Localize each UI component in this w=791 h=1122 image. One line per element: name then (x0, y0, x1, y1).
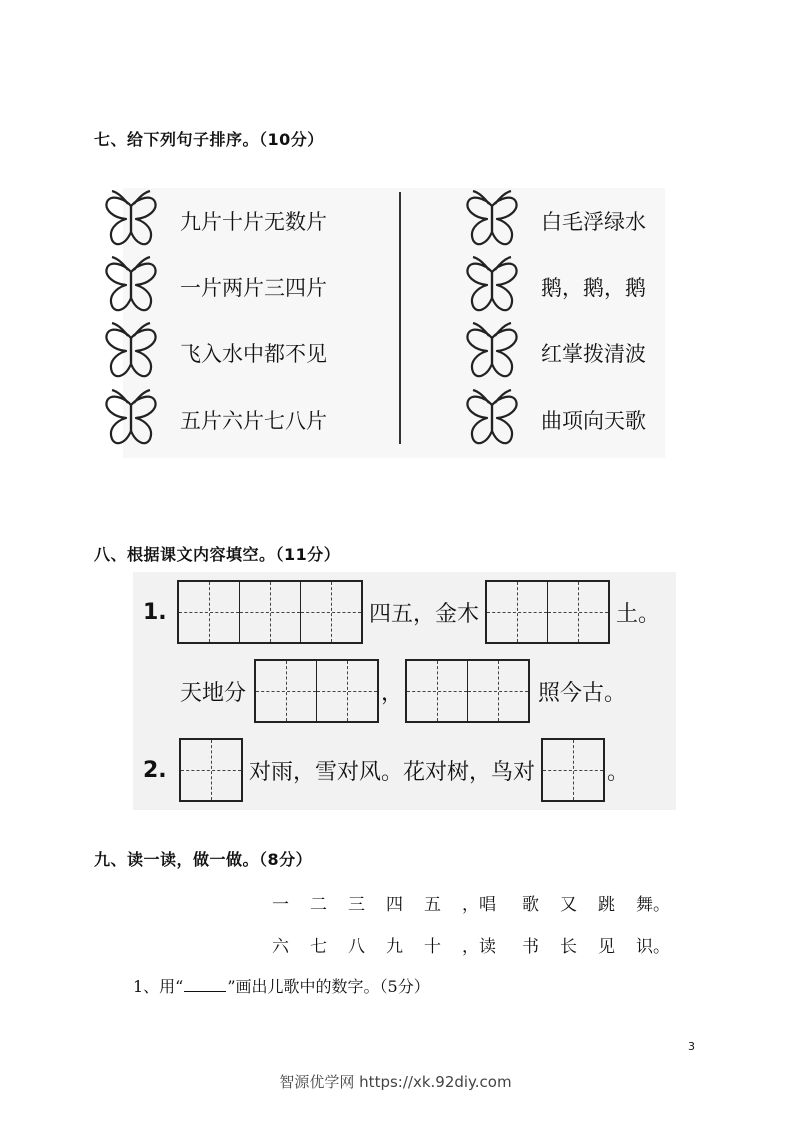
fill-text: 。 (607, 759, 630, 785)
poem-word[interactable]: 舞。 (636, 895, 670, 915)
poem-line-1 (272, 890, 684, 915)
poem-word[interactable]: 五 (424, 895, 441, 915)
poem-word[interactable]: ，唱 (462, 895, 496, 915)
fill-text: 照今古。 (538, 680, 627, 706)
poem-line-2 (272, 932, 684, 957)
question-1-prefix: 1、用“ (133, 977, 184, 996)
butterfly-icon[interactable] (104, 322, 158, 384)
fill-text: 四五，金木 (369, 601, 480, 627)
poem-word[interactable]: 长 (560, 937, 577, 957)
writing-grid[interactable] (179, 738, 243, 802)
fill-text: 土。 (616, 601, 661, 627)
writing-grid[interactable] (485, 580, 610, 644)
question-1 (133, 974, 430, 997)
fill-text: 天地分 (180, 680, 247, 706)
poem-word[interactable]: 九 (386, 937, 403, 957)
fill-text: 对雨，雪对风。花对树，鸟对 (249, 759, 536, 785)
poem-word[interactable]: 见 (598, 937, 615, 957)
poem-word[interactable]: 跳 (598, 895, 615, 915)
poem-word[interactable]: 二 (310, 895, 327, 915)
sentence-item (104, 390, 327, 450)
sentence-item (104, 191, 327, 251)
item-number: 2. (143, 757, 167, 783)
poem-word[interactable]: 一 (272, 895, 289, 915)
butterfly-icon[interactable] (104, 190, 158, 252)
poem-word[interactable]: 三 (348, 895, 365, 915)
sentence-text: 五片六片七八片 (180, 409, 327, 433)
poem-word[interactable]: 七 (310, 937, 327, 957)
poem-word[interactable]: 歌 (522, 895, 539, 915)
sentence-item (104, 257, 327, 317)
butterfly-icon[interactable] (465, 256, 519, 318)
underline-blank (184, 979, 226, 992)
sentence-text: 一片两片三四片 (180, 276, 327, 300)
poem-word[interactable]: ，读 (462, 937, 496, 957)
poem-word[interactable]: 又 (560, 895, 577, 915)
fill-line-2 (180, 659, 626, 723)
column-divider (399, 192, 401, 444)
poem-word[interactable]: 四 (386, 895, 403, 915)
butterfly-icon[interactable] (465, 322, 519, 384)
writing-grid[interactable] (254, 659, 379, 723)
item-number: 1. (143, 599, 167, 625)
poem-word[interactable]: 书 (522, 937, 539, 957)
butterfly-icon[interactable] (465, 389, 519, 451)
sentence-text: 白毛浮绿水 (541, 210, 646, 234)
poem-word[interactable]: 八 (348, 937, 365, 957)
writing-grid[interactable] (177, 580, 363, 644)
section7-heading: 七、给下列句子排序。（10分） (94, 130, 324, 149)
fill-text: ， (381, 680, 404, 706)
butterfly-icon[interactable] (104, 256, 158, 318)
sentence-item (104, 323, 327, 383)
sentence-item (465, 191, 646, 251)
section8-heading: 八、根据课文内容填空。（11分） (94, 545, 341, 564)
writing-grid[interactable] (541, 738, 605, 802)
poem-word[interactable]: 十 (424, 937, 441, 957)
sentence-text: 红掌拨清波 (541, 342, 646, 366)
question-1-suffix: ”画出儿歌中的数字。（5分） (227, 977, 430, 996)
butterfly-icon[interactable] (104, 389, 158, 451)
sentence-text: 鹅，鹅，鹅 (541, 276, 646, 300)
sentence-item (465, 257, 646, 317)
writing-grid[interactable] (405, 659, 530, 723)
page-number: 3 (688, 1040, 695, 1053)
fill-line-1 (143, 580, 660, 644)
sentence-text: 九片十片无数片 (180, 210, 327, 234)
poem-word[interactable]: 识。 (636, 937, 670, 957)
section9-heading: 九、读一读，做一做。（8分） (94, 850, 313, 869)
sentence-item (465, 323, 646, 383)
fill-line-3 (143, 738, 629, 802)
sentence-text: 曲项向天歌 (541, 409, 646, 433)
butterfly-icon[interactable] (465, 190, 519, 252)
sentence-text: 飞入水中都不见 (180, 342, 327, 366)
sentence-item (465, 390, 646, 450)
poem-word[interactable]: 六 (272, 937, 289, 957)
footer-watermark: 智源优学网 https://xk.92diy.com (279, 1073, 512, 1091)
